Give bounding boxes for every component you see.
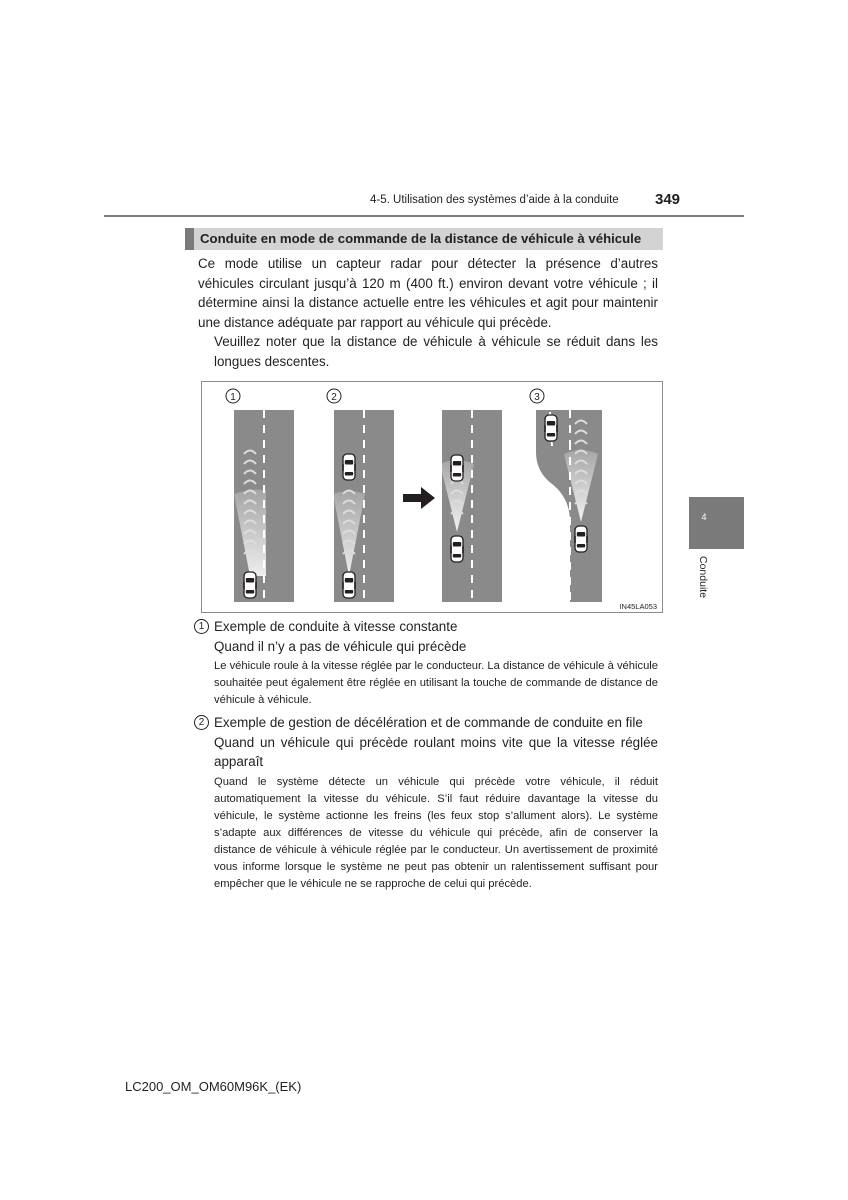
chapter-tab-label: Conduite: [697, 556, 709, 599]
panel-1: [226, 389, 294, 602]
item-number-2: 2: [194, 715, 209, 730]
list-item-2: [198, 713, 658, 772]
item-subtitle-2: Quand un véhicule qui précède roulant moins vite que la vitesse réglée apparaît: [214, 734, 658, 769]
chapter-tab-number: 4: [701, 512, 707, 522]
chapter-tab: [689, 497, 744, 549]
figure-code: IN45LA053: [619, 602, 657, 611]
item-description-2: Quand le système détecte un véhicule qui précède votre véhicule, il réduit automatiquement la vitesse du véhicule. S’il faut réduire davantage la vitesse du véhicule, le système actionne les freins (les feux stop s’allument alors). Le système s’adapte aux différences de vitesse du véhicule qui précède, afin de conserver la distance de véhicule à véhicule réglée par le conducteur. Un avertissement de proximité vous informe lorsque le système ne peut pas obtenir un ralentissement suffisant pour empêcher que le véhicule ne se rapproche de celui qui précède.: [214, 776, 658, 890]
cruise-control-illustration: [202, 382, 662, 612]
transition-arrow-icon: [403, 487, 435, 509]
item-title-1: Exemple de conduite à vitesse constante: [214, 619, 458, 634]
page-number: 349: [655, 191, 681, 208]
header-section-title: 4-5. Utilisation des systèmes d’aide à la conduite: [370, 194, 619, 206]
figure-label-2: 2: [331, 392, 337, 403]
item-description-1: Le véhicule roule à la vitesse réglée par le conducteur. La distance de véhicule à véhicule souhaitée peut également être réglée en utilisant la touche de commande de distance de véhicule à véhicule.: [214, 660, 658, 706]
panel-2-result: [440, 410, 502, 602]
item-title-2: Exemple de gestion de décélération et de commande de conduite en file: [214, 715, 643, 730]
panel-2: [327, 389, 394, 602]
panel-3: [530, 389, 602, 602]
footer-code: LC200_OM_OM60M96K_(EK): [125, 1079, 302, 1094]
item-subtitle-1: Quand il n’y a pas de véhicule qui précède: [214, 638, 467, 654]
figure-label-1: 1: [230, 392, 236, 403]
section-title: Conduite en mode de commande de la distance de véhicule à véhicule: [185, 228, 663, 250]
figure-label-3: 3: [534, 392, 540, 403]
note-paragraph: Veuillez noter que la distance de véhicule à véhicule se réduit dans les longues descentes.: [214, 334, 658, 369]
item-number-1: 1: [194, 619, 209, 634]
header-divider: [104, 215, 744, 217]
intro-paragraph: Ce mode utilise un capteur radar pour détecter la présence d’autres véhicules circulant jusqu’à 120 m (400 ft.) environ devant votre véhicule ; il détermine ainsi la distance actuelle entre les véhicules et agit pour maintenir une distance adéquate par rapport au véhicule qui précède.: [198, 256, 658, 330]
list-item-1: [198, 617, 658, 656]
